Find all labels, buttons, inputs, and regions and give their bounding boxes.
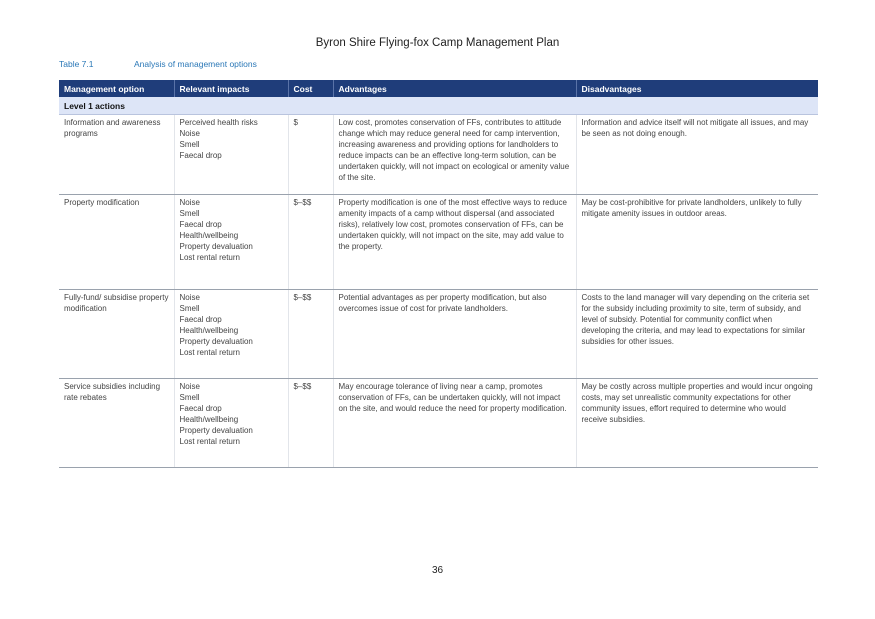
option-cell: Fully-fund/ subsidise property modification	[59, 290, 174, 379]
document-header-title: Byron Shire Flying-fox Camp Management Plan	[315, 37, 560, 49]
header-relevant-impacts: Relevant impacts	[174, 80, 288, 97]
impact-item: Property devaluation	[179, 242, 253, 251]
disadvantages-cell: May be costly across multiple properties and would incur ongoing costs, may set unrealistic community expectations for other community issues, effort required to determine who would receive subsidies.	[576, 379, 818, 468]
disadvantages-cell: Costs to the land manager will vary depending on the criteria set for the subsidy including proximity to site, term of subsidy, and level of subsidy. Potential for community conflict when developing the criteria, and may lead to expectations for similar subsidies for other issues.	[576, 290, 818, 379]
cost-cell: $–$$	[288, 195, 333, 290]
impact-item: Lost rental return	[179, 348, 240, 357]
impact-item: Noise	[179, 382, 200, 391]
section-label: Level 1 actions	[59, 97, 818, 115]
table-caption	[59, 59, 257, 69]
impact-item: Perceived health risks	[179, 118, 258, 127]
table-row	[59, 115, 818, 195]
option-cell: Service subsidies including rate rebates	[59, 379, 174, 468]
option-cell: Property modification	[59, 195, 174, 290]
impact-item: Smell	[179, 209, 200, 218]
advantages-cell: May encourage tolerance of living near a camp, promotes conservation of FFs, can be undertaken quickly, will not impact on the site, and would reduce the need for property modification.	[333, 379, 576, 468]
impacts-cell	[174, 195, 288, 290]
header-management-option: Management option	[59, 80, 174, 97]
impact-item: Faecal drop	[179, 220, 222, 229]
advantages-cell: Potential advantages as per property modification, but also overcomes issue of cost for private landholders.	[333, 290, 576, 379]
section-row-level-1	[59, 97, 818, 115]
impact-item: Noise	[179, 198, 200, 207]
disadvantages-cell: May be cost-prohibitive for private landholders, unlikely to fully mitigate amenity issues in outdoor areas.	[576, 195, 818, 290]
impact-item: Smell	[179, 304, 200, 313]
impact-item: Lost rental return	[179, 437, 240, 446]
cost-cell: $–$$	[288, 290, 333, 379]
advantages-cell: Low cost, promotes conservation of FFs, contributes to attitude change which may reduce general need for camp intervention, increasing awareness and providing options for landholders to reduce impacts can be an effective long-term solution, can be undertaken quickly, will not impact on ecological or amenity value of the site.	[333, 115, 576, 195]
impact-item: Faecal drop	[179, 404, 222, 413]
table-row	[59, 379, 818, 468]
header-cost: Cost	[288, 80, 333, 97]
impact-item: Health/wellbeing	[179, 415, 239, 424]
option-cell: Information and awareness programs	[59, 115, 174, 195]
impacts-cell	[174, 115, 288, 195]
impacts-cell	[174, 379, 288, 468]
impact-item: Property devaluation	[179, 337, 253, 346]
impact-item: Faecal drop	[179, 151, 222, 160]
cost-cell: $	[288, 115, 333, 195]
impact-item: Faecal drop	[179, 315, 222, 324]
impact-item: Health/wellbeing	[179, 326, 239, 335]
page-number: 36	[431, 565, 444, 576]
impact-item: Health/wellbeing	[179, 231, 239, 240]
impact-item: Smell	[179, 393, 200, 402]
impact-item: Noise	[179, 293, 200, 302]
management-options-table	[59, 80, 818, 468]
header-disadvantages: Disadvantages	[576, 80, 818, 97]
impact-item: Lost rental return	[179, 253, 240, 262]
table-header-row	[59, 80, 818, 97]
disadvantages-cell: Information and advice itself will not mitigate all issues, and may be seen as not doing enough.	[576, 115, 818, 195]
header-advantages: Advantages	[333, 80, 576, 97]
impact-item: Property devaluation	[179, 426, 253, 435]
impact-item: Noise	[179, 129, 200, 138]
advantages-cell: Property modification is one of the most effective ways to reduce amenity impacts of a camp without dispersal (and associated risks), relatively low cost, promotes conservation of FFs, can be undertaken quickly, will not impact on the site, may add value to the property.	[333, 195, 576, 290]
impacts-cell	[174, 290, 288, 379]
table-row	[59, 195, 818, 290]
table-row	[59, 290, 818, 379]
impact-item: Smell	[179, 140, 200, 149]
table-caption-label: Table 7.1	[59, 59, 94, 69]
table-caption-title: Analysis of management options	[134, 59, 257, 69]
cost-cell: $–$$	[288, 379, 333, 468]
